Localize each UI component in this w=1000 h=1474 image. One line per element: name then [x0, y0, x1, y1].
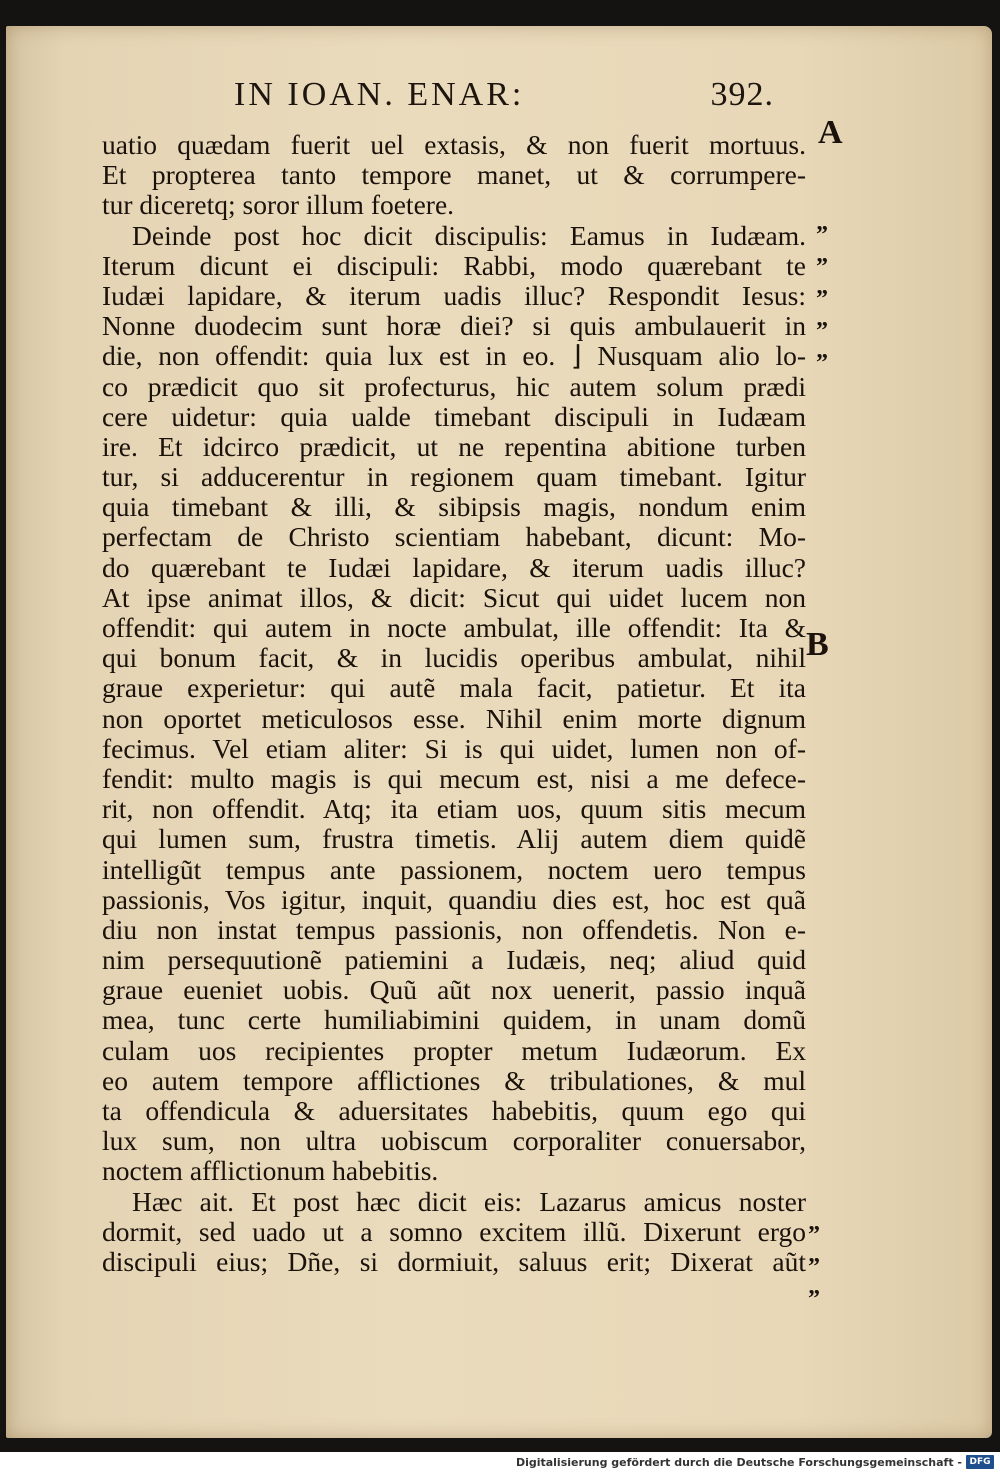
text-line: ire. Et idcirco prædicit, ut ne repentina abitione turben: [102, 431, 806, 462]
text-line: cere uidetur: quia ualde timebant discipuli in Iudæam: [102, 401, 806, 432]
text-line: culam uos recipientes propter metum Iudæorum. Ex: [102, 1035, 806, 1066]
margin-quote-mark: ”: [816, 254, 828, 280]
text-line: tur, si adducerentur in regionem quam timebant. Igitur: [102, 462, 806, 493]
text-line: discipuli eius; Dñe, si dormiuit, saluus erit; Dixerat aũt: [102, 1246, 806, 1277]
text-line: eo autem tempore afflictiones & tribulationes, & mul: [102, 1065, 806, 1096]
digitization-credit: Digitalisierung gefördert durch die Deutsche Forschungsgemeinschaft -: [515, 1456, 962, 1469]
margin-letter-b: B: [806, 626, 829, 663]
margin-quote-mark: ”: [816, 350, 828, 376]
text-line: do quærebant te Iudæi lapidare, & iterum uadis illuc?: [102, 552, 806, 583]
margin-quote-mark: ”: [808, 1222, 820, 1248]
folio-number: 392.: [710, 76, 774, 113]
text-line: fendit: multo magis is qui mecum est, nisi a me defece-: [102, 763, 806, 794]
body-text: [102, 130, 806, 1277]
text-line: At ipse animat illos, & dicit: Sicut qui uidet lucem non: [102, 582, 806, 613]
margin-quote-mark: ”: [808, 1254, 820, 1280]
footer-bar: [0, 1452, 1000, 1474]
text-line: passionis, Vos igitur, inquit, quandiu dies est, hoc est quã: [102, 884, 806, 915]
text-line: non oportet meticulosos esse. Nihil enim morte dignum: [102, 703, 806, 734]
text-line: diu non instat tempus passionis, non offendetis. Non e-: [102, 914, 806, 945]
margin-quote-mark: ”: [816, 286, 828, 312]
text-line: qui bonum facit, & in lucidis operibus ambulat, nihil: [102, 643, 806, 674]
book-page: [6, 26, 992, 1438]
text-line: lux sum, non ultra uobiscum corporaliter conuersabor,: [102, 1126, 806, 1157]
text-line: nim persequutionẽ patiemini a Iudæis, neq; aliud quid: [102, 945, 806, 976]
running-title: IN IOAN. ENAR:: [234, 76, 525, 113]
text-line: graue eueniet uobis. Quũ aũt nox uenerit, passio inquã: [102, 975, 806, 1006]
text-line: mea, tunc certe humiliabimini quidem, in unam domũ: [102, 1005, 806, 1036]
text-line: die, non offendit: quia lux est in eo. ⌋ Nusquam alio lo-: [102, 341, 806, 372]
text-line: perfectam de Christo scientiam habebant, dicunt: Mo-: [102, 522, 806, 553]
text-line: ta offendicula & aduersitates habebitis, quum ego qui: [102, 1096, 806, 1126]
margin-quote-mark: ”: [816, 222, 828, 248]
text-line: rit, non offendit. Atq; ita etiam uos, quum sitis mecum: [102, 794, 806, 825]
text-line: noctem afflictionum habebitis.: [102, 1156, 439, 1187]
text-line: intelligũt tempus ante passionem, noctem uero tempus: [102, 854, 806, 885]
margin-letter-a: A: [818, 114, 843, 151]
margin-quote-mark: ”: [808, 1286, 820, 1312]
text-line: quia timebant & illi, & sibipsis magis, nondum enim: [102, 492, 806, 523]
text-line: Iudæi lapidare, & iterum uadis illuc? Respondit Iesus:: [102, 280, 806, 311]
text-line: Nonne duodecim sunt horæ diei? si quis ambulauerit in: [102, 311, 806, 342]
running-head: [234, 76, 774, 114]
text-line: tur diceretq; soror illum foetere.: [102, 190, 455, 221]
text-line: qui lumen sum, frustra timetis. Alij autem diem quidẽ: [102, 824, 806, 855]
text-line: dormit, sed uado ut a somno excitem illũ. Dixerunt ergo: [102, 1216, 806, 1247]
text-line: graue experietur: qui autẽ mala facit, patietur. Et ita: [102, 673, 806, 704]
text-line: Iterum dicunt ei discipuli: Rabbi, modo quærebant te: [102, 250, 806, 281]
text-line: fecimus. Vel etiam aliter: Si is qui uidet, lumen non of-: [102, 733, 806, 764]
text-line: Hæc ait. Et post hæc dicit eis: Lazarus amicus noster: [132, 1186, 806, 1217]
dfg-logo: DFG: [966, 1455, 994, 1469]
text-line: Deinde post hoc dicit discipulis: Eamus in Iudæam.: [132, 220, 806, 251]
text-line: Et propterea tanto tempore manet, ut & corrumpere-: [102, 160, 806, 191]
text-line: offendit: qui autem in nocte ambulat, ille offendit: Ita &: [102, 613, 806, 643]
text-line: co prædicit quo sit profecturus, hic autem solum prædi: [102, 371, 806, 402]
text-line: uatio quædam fuerit uel extasis, & non fuerit mortuus.: [102, 130, 806, 160]
margin-quote-mark: ”: [816, 318, 828, 344]
